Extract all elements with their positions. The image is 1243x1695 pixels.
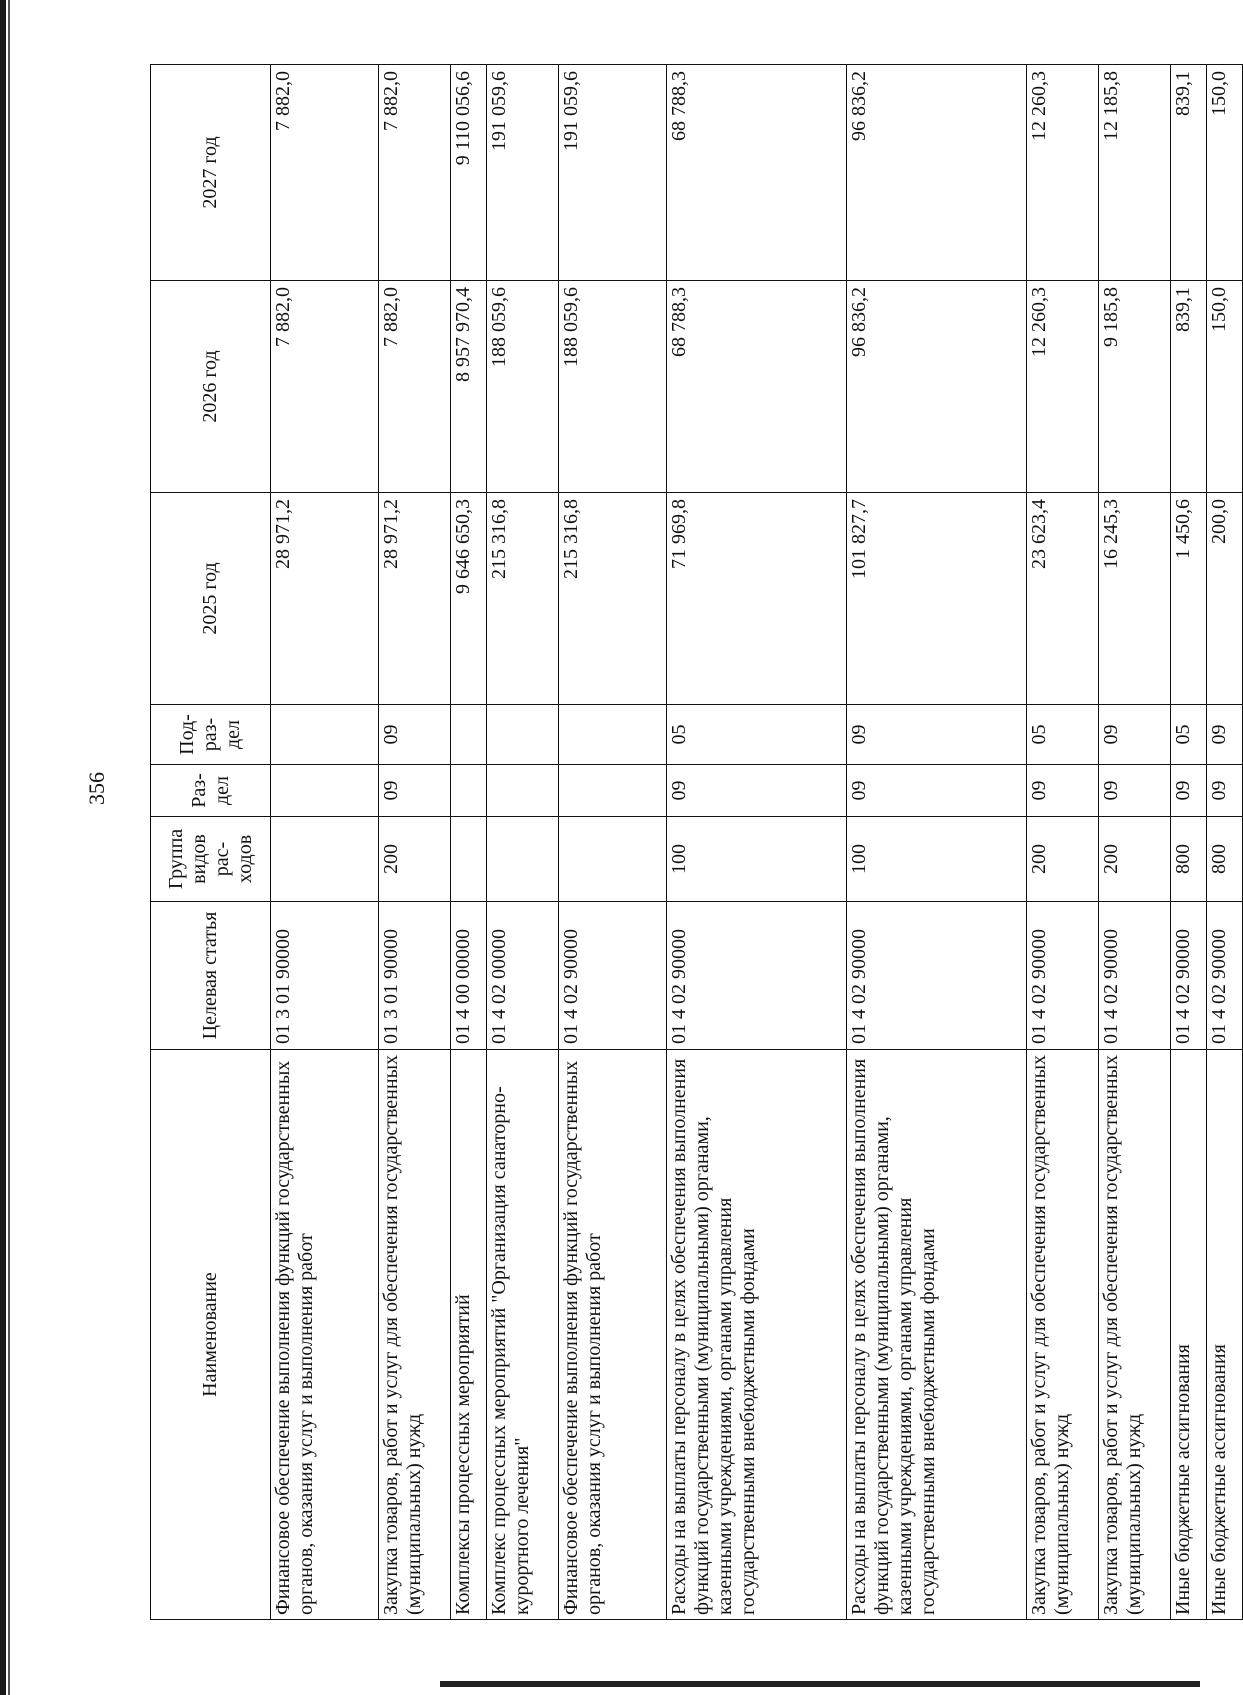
table-row [451, 65, 487, 1620]
cell-group [559, 817, 667, 902]
cell-section [271, 765, 379, 817]
cell-2026: 150,0 [1207, 281, 1243, 493]
cell-2025: 215 316,8 [559, 493, 667, 705]
cell-target: 01 4 02 90000 [847, 902, 1027, 1050]
cell-2027: 9 110 056,6 [451, 65, 487, 281]
cell-subsection: 09 [379, 705, 451, 765]
cell-2026: 7 882,0 [379, 281, 451, 493]
cell-section: 09 [1027, 765, 1099, 817]
cell-section: 09 [847, 765, 1027, 817]
cell-name: Расходы на выплаты персоналу в целях обеспечения выполнения функций государственными (муниципальными) органами, казенными учреждениями, органами управления государственными внебюджетными фондами [667, 1050, 847, 1620]
cell-target: 01 4 00 00000 [451, 902, 487, 1050]
cell-2027: 12 260,3 [1027, 65, 1099, 281]
cell-2025: 101 827,7 [847, 493, 1027, 705]
cell-name: Иные бюджетные ассигнования [1171, 1050, 1207, 1620]
cell-2027: 191 059,6 [559, 65, 667, 281]
table-row [847, 65, 1027, 1620]
header-group: Группа видов рас-ходов [151, 817, 271, 902]
cell-2026: 839,1 [1171, 281, 1207, 493]
table-row [1027, 65, 1099, 1620]
cell-subsection: 09 [1099, 705, 1171, 765]
cell-name: Финансовое обеспечение выполнения функций государственных органов, оказания услуг и выполнения работ [559, 1050, 667, 1620]
cell-target: 01 4 02 90000 [1027, 902, 1099, 1050]
cell-subsection [487, 705, 559, 765]
cell-2027: 68 788,3 [667, 65, 847, 281]
cell-section: 09 [1099, 765, 1171, 817]
cell-subsection [451, 705, 487, 765]
table-row [379, 65, 451, 1620]
header-2027: 2027 год [151, 65, 271, 281]
cell-target: 01 4 02 00000 [487, 902, 559, 1050]
cell-2026: 68 788,3 [667, 281, 847, 493]
cell-subsection [271, 705, 379, 765]
cell-2026: 9 185,8 [1099, 281, 1171, 493]
cell-name: Комплекс процессных мероприятий "Организация санаторно-курортного лечения" [487, 1050, 559, 1620]
cell-group [271, 817, 379, 902]
cell-subsection: 05 [1171, 705, 1207, 765]
cell-target: 01 4 02 90000 [559, 902, 667, 1050]
table-header-row [151, 65, 271, 1620]
cell-2025: 200,0 [1207, 493, 1243, 705]
cell-section: 09 [379, 765, 451, 817]
scan-edge-left [0, 0, 6, 1695]
cell-2027: 839,1 [1171, 65, 1207, 281]
header-2025: 2025 год [151, 493, 271, 705]
cell-name: Расходы на выплаты персоналу в целях обеспечения выполнения функций государственными (муниципальными) органами, казенными учреждениями, органами управления государственными внебюджетными фондами [847, 1050, 1027, 1620]
cell-section [559, 765, 667, 817]
cell-2026: 12 260,3 [1027, 281, 1099, 493]
budget-table-container [150, 65, 1230, 1620]
cell-2025: 23 623,4 [1027, 493, 1099, 705]
cell-2027: 7 882,0 [271, 65, 379, 281]
cell-section [451, 765, 487, 817]
cell-2027: 12 185,8 [1099, 65, 1171, 281]
table-row [1099, 65, 1171, 1620]
table-row [1171, 65, 1207, 1620]
cell-target: 01 4 02 90000 [1207, 902, 1243, 1050]
cell-2027: 150,0 [1207, 65, 1243, 281]
cell-subsection [559, 705, 667, 765]
header-target: Целевая статья [151, 902, 271, 1050]
cell-name: Финансовое обеспечение выполнения функций государственных органов, оказания услуг и выполнения работ [271, 1050, 379, 1620]
cell-target: 01 3 01 90000 [379, 902, 451, 1050]
cell-group [451, 817, 487, 902]
cell-2027: 7 882,0 [379, 65, 451, 281]
cell-name: Закупка товаров, работ и услуг для обеспечения государственных (муниципальных) нужд [379, 1050, 451, 1620]
cell-group: 100 [847, 817, 1027, 902]
cell-2025: 28 971,2 [271, 493, 379, 705]
cell-target: 01 3 01 90000 [271, 902, 379, 1050]
cell-name: Закупка товаров, работ и услуг для обеспечения государственных (муниципальных) нужд [1027, 1050, 1099, 1620]
header-subsection: Под-раз-дел [151, 705, 271, 765]
header-section: Раз-дел [151, 765, 271, 817]
cell-2025: 215 316,8 [487, 493, 559, 705]
cell-subsection: 05 [667, 705, 847, 765]
table-body [271, 65, 1243, 1620]
cell-2025: 1 450,6 [1171, 493, 1207, 705]
cell-group: 100 [667, 817, 847, 902]
cell-2026: 8 957 970,4 [451, 281, 487, 493]
header-2026: 2026 год [151, 281, 271, 493]
cell-section: 09 [667, 765, 847, 817]
cell-group: 200 [1099, 817, 1171, 902]
cell-2027: 96 836,2 [847, 65, 1027, 281]
cell-target: 01 4 02 90000 [667, 902, 847, 1050]
scan-edge-line [8, 0, 10, 1695]
cell-section: 09 [1207, 765, 1243, 817]
table-row [667, 65, 847, 1620]
page-number: 356 [84, 772, 109, 805]
cell-target: 01 4 02 90000 [1099, 902, 1171, 1050]
cell-name: Иные бюджетные ассигнования [1207, 1050, 1243, 1620]
cell-2026: 7 882,0 [271, 281, 379, 493]
cell-subsection: 09 [847, 705, 1027, 765]
cell-subsection: 05 [1027, 705, 1099, 765]
cell-group: 800 [1207, 817, 1243, 902]
cell-name: Закупка товаров, работ и услуг для обеспечения государственных (муниципальных) нужд [1099, 1050, 1171, 1620]
cell-subsection: 09 [1207, 705, 1243, 765]
cell-section [487, 765, 559, 817]
cell-2026: 188 059,6 [559, 281, 667, 493]
cell-group [487, 817, 559, 902]
cell-2025: 71 969,8 [667, 493, 847, 705]
cell-target: 01 4 02 90000 [1171, 902, 1207, 1050]
scan-edge-bottom [440, 1681, 1200, 1687]
cell-2026: 188 059,6 [487, 281, 559, 493]
cell-2026: 96 836,2 [847, 281, 1027, 493]
table-row [487, 65, 559, 1620]
cell-2025: 16 245,3 [1099, 493, 1171, 705]
budget-table [150, 64, 1243, 1620]
cell-2025: 9 646 650,3 [451, 493, 487, 705]
header-name: Наименование [151, 1050, 271, 1620]
cell-group: 200 [1027, 817, 1099, 902]
table-row [1207, 65, 1243, 1620]
cell-2027: 191 059,6 [487, 65, 559, 281]
cell-section: 09 [1171, 765, 1207, 817]
table-row [559, 65, 667, 1620]
cell-2025: 28 971,2 [379, 493, 451, 705]
cell-group: 200 [379, 817, 451, 902]
table-row [271, 65, 379, 1620]
cell-group: 800 [1171, 817, 1207, 902]
cell-name: Комплексы процессных мероприятий [451, 1050, 487, 1620]
